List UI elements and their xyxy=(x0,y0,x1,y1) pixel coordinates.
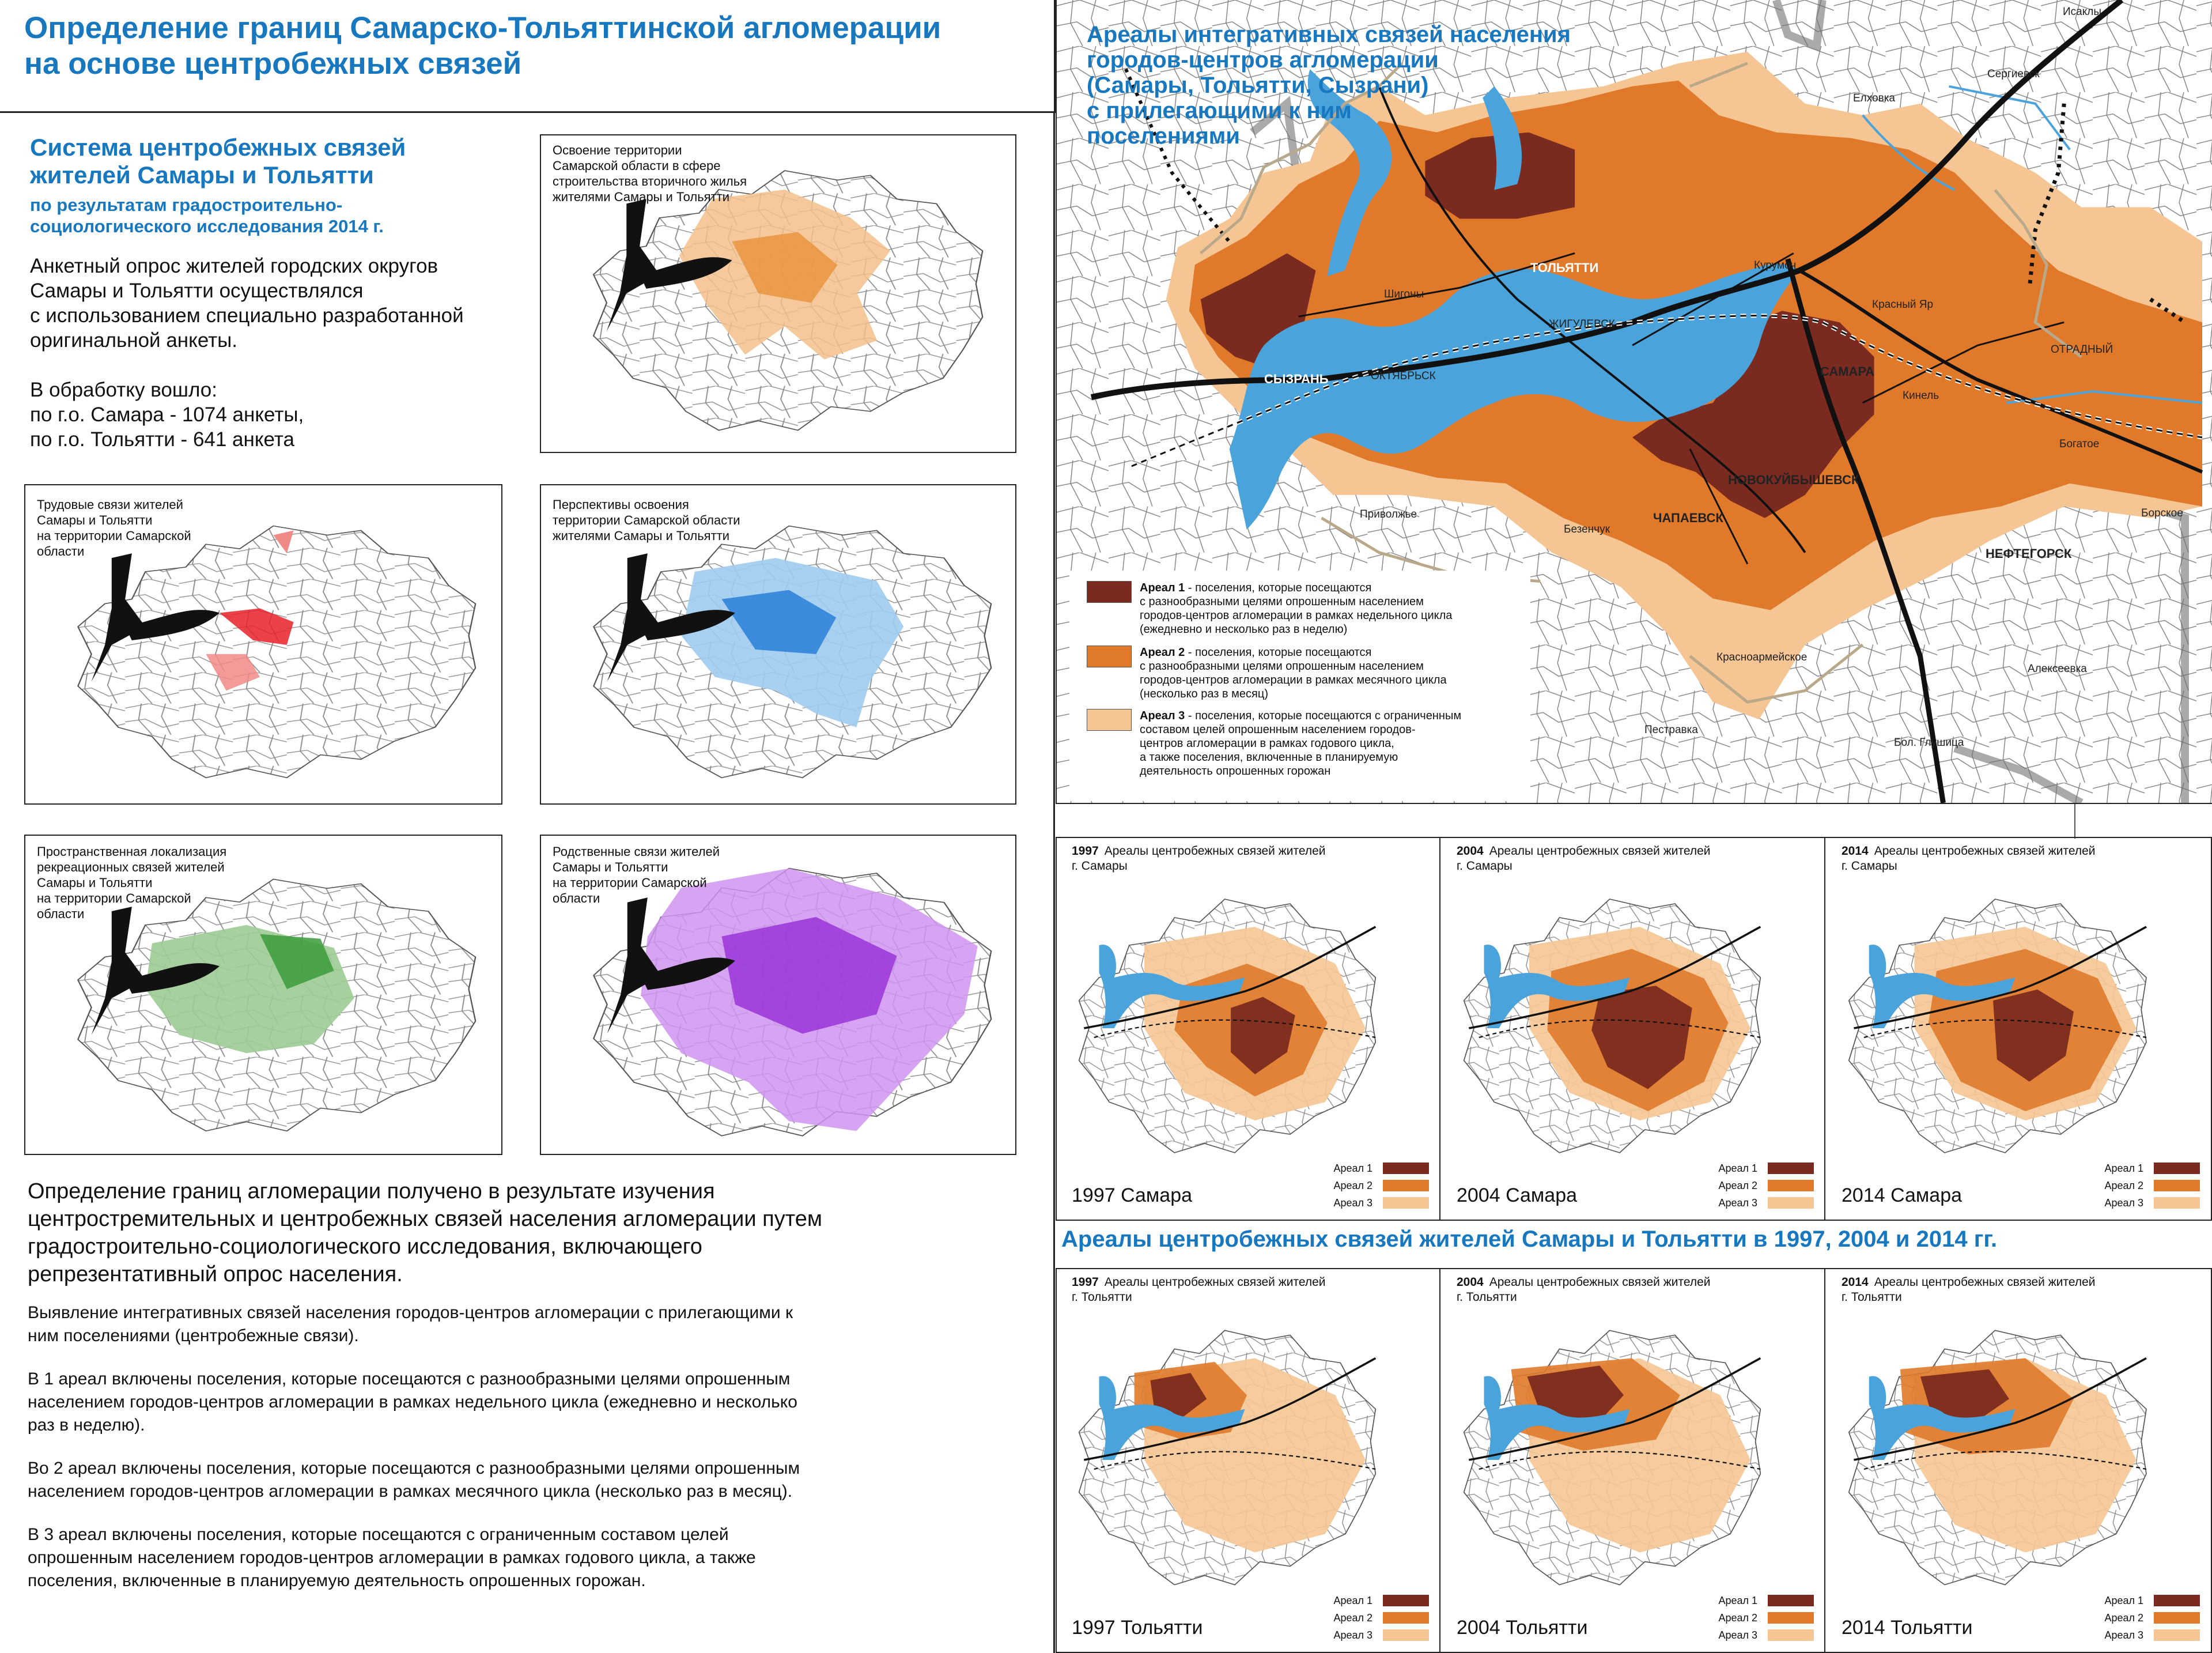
year-map-legend-swatch xyxy=(2154,1629,2200,1641)
caption-line: Трудовые связи жителей xyxy=(37,497,183,512)
legend-text xyxy=(1140,581,1452,636)
year-map-legend-label: Ареал 3 xyxy=(2104,1197,2143,1209)
town-neftegorsk: НЕФТЕГОРСК xyxy=(1986,546,2072,561)
caption-line: области xyxy=(37,544,85,558)
year-map-name: 2004 Тольятти xyxy=(1457,1617,1588,1639)
year-map-legend-swatch xyxy=(1768,1595,1814,1606)
caption-line: Самары и Тольятти xyxy=(553,860,668,874)
main-title-line2: на основе центробежных связей xyxy=(24,47,522,81)
year-map-legend-label: Ареал 3 xyxy=(1718,1629,1757,1641)
legend-text-line: городов-центров агломерации в рамках месячного цикла xyxy=(1140,674,1447,686)
year-map-caption xyxy=(1457,1275,1711,1305)
legend-text-line: - поселения, которые посещаются с ограниченным xyxy=(1188,709,1462,722)
year-map-caption-line: Ареалы центробежных связей жителей xyxy=(1489,1275,1711,1289)
year-map-legend-swatch xyxy=(1768,1197,1814,1209)
year-map-legend-label: Ареал 3 xyxy=(1718,1197,1757,1209)
year-map-legend-swatch xyxy=(2154,1163,2200,1174)
title-divider xyxy=(0,111,1054,113)
town-kurumoch: Курумоч xyxy=(1754,259,1797,271)
year-map-togliatti-2004 xyxy=(1442,1269,1825,1652)
year-map-legend-swatch xyxy=(1383,1180,1429,1191)
year-map-year: 2004 xyxy=(1457,1275,1484,1289)
map-caption xyxy=(553,497,740,544)
main-title-line1: Определение границ Самарско-Тольяттинской агломерации xyxy=(24,11,941,45)
year-map-caption-line: г. Тольятти xyxy=(1457,1290,1517,1304)
para-line: В 1 ареал включены поселения, которые посещаются с разнообразными целями опрошенным xyxy=(28,1369,791,1388)
year-map-legend-row xyxy=(1333,1592,1429,1609)
big-map-legend xyxy=(1069,571,1530,801)
caption-line: жителями Самары и Тольятти xyxy=(553,190,730,204)
town-elkhovka: Елховка xyxy=(1853,92,1896,104)
year-map-legend-row xyxy=(1333,1626,1429,1644)
legend-text-line: с разнообразными целями опрошенным населением xyxy=(1140,660,1424,673)
big-map-title-line: поселениями xyxy=(1087,123,1240,149)
caption-line: рекреационных связей жителей xyxy=(37,860,225,874)
big-map-title xyxy=(1087,22,1571,149)
year-map-legend-row xyxy=(1718,1160,1814,1177)
map-caption xyxy=(553,844,720,906)
town-kinel: Кинель xyxy=(1903,390,1939,402)
year-map-legend-swatch xyxy=(2154,1612,2200,1624)
year-map-caption-line: г. Самары xyxy=(1457,859,1513,873)
caption-line: на территории Самарской xyxy=(37,891,191,905)
town-privolzhye: Приволжье xyxy=(1360,508,1417,520)
legend-text-line: деятельность опрошенных горожан xyxy=(1140,765,1331,778)
year-map-legend-row xyxy=(2104,1177,2200,1194)
legend-label: Ареал 3 xyxy=(1140,709,1185,722)
year-map-legend-label: Ареал 2 xyxy=(1718,1180,1757,1191)
year-map-legend xyxy=(2104,1592,2200,1644)
year-map-year: 1997 xyxy=(1072,1275,1099,1289)
left-frame xyxy=(1053,113,1055,1653)
legend-areal-1 xyxy=(1087,581,1452,636)
map-caption xyxy=(37,497,191,559)
map-recreation-links xyxy=(24,835,502,1155)
year-map-legend-label: Ареал 1 xyxy=(2104,1163,2143,1174)
legend-text-line: центров агломерации в рамках годового цикла, xyxy=(1140,737,1394,750)
year-map-legend-swatch xyxy=(1768,1612,1814,1624)
year-map-legend-row xyxy=(1333,1194,1429,1212)
town-pestravka: Пестравка xyxy=(1644,724,1698,736)
conclusion-line: Определение границ агломерации получено в результате изучения xyxy=(28,1179,715,1203)
big-map-title-line: Ареалы интегративных связей населения xyxy=(1087,22,1571,47)
section-title-line1: Система центробежных связей xyxy=(30,134,406,161)
caption-line: на территории Самарской xyxy=(553,875,707,890)
year-map-caption-line: г. Самары xyxy=(1072,859,1128,873)
caption-line: Родственные связи жителей xyxy=(553,844,720,859)
year-map-legend-label: Ареал 2 xyxy=(1718,1612,1757,1624)
section-subtitle xyxy=(30,194,384,237)
year-map-legend-row xyxy=(2104,1160,2200,1177)
year-map-name: 2014 Тольятти xyxy=(1842,1617,1973,1639)
year-map-year: 2014 xyxy=(1842,1275,1869,1289)
caption-line: Самары и Тольятти xyxy=(37,513,153,527)
section-subtitle-line2: социологического исследования 2014 г. xyxy=(30,216,384,236)
town-zhigulevsk: ЖИГУЛЕВСК xyxy=(1549,318,1615,330)
year-map-legend-row xyxy=(2104,1609,2200,1626)
year-map-legend-swatch xyxy=(2154,1180,2200,1191)
map-caption xyxy=(553,142,747,205)
town-novokuibyshevsk: НОВОКУЙБЫШЕВСК xyxy=(1728,473,1859,487)
map-labor-links xyxy=(24,484,502,805)
town-bezenchuk: Безенчук xyxy=(1564,523,1610,535)
map-development-prospects xyxy=(540,484,1016,805)
year-map-legend-row xyxy=(1718,1609,1814,1626)
para-line: населением городов-центров агломерации в рамках недельного цикла (ежедневно и несколько xyxy=(28,1392,797,1412)
town-krasny-yar: Красный Яр xyxy=(1872,299,1934,311)
year-map-legend xyxy=(1718,1160,1814,1212)
para-line: населением городов-центров агломерации в рамках месячного цикла (несколько раз в месяц). xyxy=(28,1482,793,1501)
year-map-legend-label: Ареал 1 xyxy=(1333,1163,1372,1174)
year-map-legend-label: Ареал 2 xyxy=(1333,1180,1372,1191)
year-map-caption-line: Ареалы центробежных связей жителей xyxy=(1104,1275,1326,1289)
year-map-legend-label: Ареал 1 xyxy=(1333,1595,1372,1606)
year-map-legend-swatch xyxy=(2154,1595,2200,1606)
year-map-legend-row xyxy=(1333,1160,1429,1177)
section-title-line2: жителей Самары и Тольятти xyxy=(30,161,374,188)
year-map-legend-swatch xyxy=(1768,1629,1814,1641)
year-map-caption-line: Ареалы центробежных связей жителей xyxy=(1489,844,1711,858)
main-title xyxy=(24,10,941,82)
year-map-legend-row xyxy=(1718,1177,1814,1194)
connector-line xyxy=(2074,804,2075,839)
legend-areal-2 xyxy=(1087,646,1447,701)
town-samara: САМАРА xyxy=(1820,364,1875,379)
big-map-title-line: городов-центров агломерации xyxy=(1087,47,1439,73)
intro-text xyxy=(30,254,464,353)
year-map-legend-row xyxy=(2104,1194,2200,1212)
map-secondary-housing xyxy=(540,134,1016,453)
para-line: опрошенным населением городов-центров агломерации в рамках годового цикла, а также xyxy=(28,1548,756,1567)
processed-line: В обработку вошло: xyxy=(30,379,217,401)
year-map-name: 1997 Тольятти xyxy=(1072,1617,1203,1639)
legend-text-line: - поселения, которые посещаются xyxy=(1188,582,1372,594)
caption-line: Освоение территории xyxy=(553,143,682,157)
year-map-caption-line: Ареалы центробежных связей жителей xyxy=(1104,844,1326,858)
town-chapaevsk: ЧАПАЕВСК xyxy=(1653,511,1723,525)
year-map-name: 2014 Самара xyxy=(1842,1184,1963,1206)
year-map-legend xyxy=(1718,1592,1814,1644)
year-map-legend-label: Ареал 2 xyxy=(1333,1612,1372,1624)
year-map-name: 2004 Самара xyxy=(1457,1184,1578,1206)
year-map-legend-label: Ареал 3 xyxy=(1333,1197,1372,1209)
town-iskakly: Исаклы xyxy=(2063,6,2101,18)
processed-text xyxy=(30,378,304,452)
year-map-legend-row xyxy=(2104,1592,2200,1609)
year-map-legend-swatch xyxy=(1383,1629,1429,1641)
caption-line: Пространственная локализация xyxy=(37,844,227,859)
legend-label: Ареал 1 xyxy=(1140,582,1185,594)
town-syzran: СЫЗРАНЬ xyxy=(1264,372,1329,386)
explanation-text xyxy=(28,1301,800,1592)
year-map-legend-swatch xyxy=(1383,1163,1429,1174)
year-map-legend-row xyxy=(1718,1592,1814,1609)
section-subtitle-line1: по результатам градостроительно- xyxy=(30,195,343,215)
town-alekseevka: Алексеевка xyxy=(2028,663,2087,675)
processed-line: по г.о. Самара - 1074 анкеты, xyxy=(30,403,304,426)
caption-line: Самарской области в сфере xyxy=(553,158,721,173)
caption-line: жителями Самары и Тольятти xyxy=(553,529,730,543)
map-caption xyxy=(37,844,226,922)
legend-swatch xyxy=(1087,709,1132,731)
year-map-legend-swatch xyxy=(1768,1180,1814,1191)
year-map-legend-swatch xyxy=(1383,1612,1429,1624)
year-map-year: 2004 xyxy=(1457,844,1484,858)
town-togliatti: ТОЛЬЯТТИ xyxy=(1530,261,1599,275)
year-map-caption-line: г. Самары xyxy=(1842,859,1897,873)
year-map-legend-row xyxy=(1718,1194,1814,1212)
intro-line: оригинальной анкеты. xyxy=(30,329,238,352)
legend-text-line: (ежедневно и несколько раз в неделю) xyxy=(1140,623,1348,636)
para-line: поселения, включенные в планируемую деятельность опрошенных горожан. xyxy=(28,1571,646,1590)
year-map-legend-label: Ареал 3 xyxy=(2104,1629,2143,1641)
legend-areal-3 xyxy=(1087,709,1461,778)
map-kinship-links xyxy=(540,835,1016,1155)
year-map-legend-row xyxy=(2104,1626,2200,1644)
town-bogatoe: Богатое xyxy=(2059,438,2100,450)
para-line: Выявление интегративных связей населения городов-центров агломерации с прилегающими к xyxy=(28,1303,793,1322)
year-map-caption-line: г. Тольятти xyxy=(1842,1290,1902,1304)
year-map-legend-label: Ареал 1 xyxy=(1718,1595,1757,1606)
year-map-legend-swatch xyxy=(1768,1163,1814,1174)
section-title xyxy=(30,134,406,189)
legend-text-line: составом целей опрошенным населением городов- xyxy=(1140,723,1416,736)
year-map-legend-row xyxy=(1718,1626,1814,1644)
conclusion-text xyxy=(28,1178,822,1288)
town-otradny: ОТРАДНЫЙ xyxy=(2051,344,2113,356)
year-map-legend-row xyxy=(1333,1177,1429,1194)
year-map-name: 1997 Самара xyxy=(1072,1184,1193,1206)
year-map-legend-label: Ареал 1 xyxy=(2104,1595,2143,1606)
year-map-legend-label: Ареал 3 xyxy=(1333,1629,1372,1641)
year-map-legend-swatch xyxy=(1383,1595,1429,1606)
para-line: Во 2 ареал включены поселения, которые посещаются с разнообразными целями опрошенным xyxy=(28,1459,800,1478)
big-map xyxy=(1056,0,2212,804)
year-map-samara-1997 xyxy=(1057,838,1440,1220)
year-map-togliatti-2014 xyxy=(1827,1269,2210,1652)
year-map-year: 1997 xyxy=(1072,844,1099,858)
para-line: раз в неделю). xyxy=(28,1416,145,1435)
caption-line: Перспективы освоения xyxy=(553,497,689,512)
year-map-caption-line: г. Тольятти xyxy=(1072,1290,1132,1304)
year-map-caption xyxy=(1072,1275,1326,1305)
year-map-caption-line: Ареалы центробежных связей жителей xyxy=(1874,1275,2096,1289)
town-krasnoarmeyskoe: Красноармейское xyxy=(1716,651,1808,663)
year-map-caption-line: Ареалы центробежных связей жителей xyxy=(1874,844,2096,858)
year-map-samara-2014 xyxy=(1827,838,2210,1220)
intro-line: Самары и Тольятти осуществлялся xyxy=(30,280,364,302)
para3 xyxy=(28,1457,800,1503)
legend-text-line: городов-центров агломерации в рамках недельного цикла xyxy=(1140,609,1453,622)
legend-swatch xyxy=(1087,581,1132,603)
caption-line: области xyxy=(37,907,85,921)
caption-line: на территории Самарской xyxy=(37,529,191,543)
year-map-samara-2004 xyxy=(1442,838,1825,1220)
year-map-caption xyxy=(1457,844,1711,874)
caption-line: строительства вторичного жилья xyxy=(553,174,747,188)
conclusion-line: репрезентативный опрос населения. xyxy=(28,1262,403,1286)
legend-text xyxy=(1140,709,1461,778)
year-map-legend xyxy=(1333,1160,1429,1212)
big-map-title-line: с прилегающими к ним xyxy=(1087,98,1352,123)
year-map-legend-label: Ареал 1 xyxy=(1718,1163,1757,1174)
para-line: ним поселениями (центробежные связи). xyxy=(28,1326,359,1345)
year-map-caption xyxy=(1842,1275,2096,1305)
conclusion-line: центростремительных и центробежных связей населения агломерации путем xyxy=(28,1207,822,1231)
town-borskoe: Борское xyxy=(2141,507,2183,519)
legend-text-line: - поселения, которые посещаются xyxy=(1188,646,1372,659)
intro-line: Анкетный опрос жителей городских округов xyxy=(30,255,438,277)
town-shigony: Шигоны xyxy=(1384,288,1424,300)
intro-line: с использованием специально разработанной xyxy=(30,304,464,327)
year-map-caption xyxy=(1842,844,2096,874)
year-map-legend-swatch xyxy=(1383,1197,1429,1209)
para4 xyxy=(28,1523,800,1592)
year-map-legend-label: Ареал 2 xyxy=(2104,1612,2143,1624)
legend-text-line: (несколько раз в месяц) xyxy=(1140,688,1268,700)
year-map-legend xyxy=(2104,1160,2200,1212)
legend-text-line: а также поселения, включенные в планируемую xyxy=(1140,751,1398,764)
year-map-legend-row xyxy=(1333,1609,1429,1626)
big-map-title-line: (Самары, Тольятти, Сызрани) xyxy=(1087,73,1429,98)
town-sergievsk: Сергиевск xyxy=(1987,68,2040,80)
conclusion-line: градостроительно-социологического исследования, включающего xyxy=(28,1235,702,1259)
year-map-year: 2014 xyxy=(1842,844,1869,858)
caption-line: области xyxy=(553,891,600,905)
year-map-legend-swatch xyxy=(2154,1197,2200,1209)
year-map-togliatti-1997 xyxy=(1057,1269,1440,1652)
legend-label: Ареал 2 xyxy=(1140,646,1185,659)
year-map-caption xyxy=(1072,844,1326,874)
para2 xyxy=(28,1368,800,1437)
processed-line: по г.о. Тольятти - 641 анкета xyxy=(30,428,294,451)
caption-line: территории Самарской области xyxy=(553,513,740,527)
legend-text-line: с разнообразными целями опрошенным населением xyxy=(1140,595,1424,608)
legend-swatch xyxy=(1087,646,1132,667)
para-line: В 3 ареал включены поселения, которые посещаются с ограниченным составом целей xyxy=(28,1525,729,1544)
para1 xyxy=(28,1301,800,1348)
year-map-legend-label: Ареал 2 xyxy=(2104,1180,2143,1191)
year-map-legend xyxy=(1333,1592,1429,1644)
caption-line: Самары и Тольятти xyxy=(37,875,153,890)
grid-title: Ареалы центробежных связей жителей Самары и Тольятти в 1997, 2004 и 2014 гг. xyxy=(1061,1226,1998,1252)
legend-text xyxy=(1140,646,1447,701)
town-oktyabrsk: ОКТЯБРЬСК xyxy=(1371,370,1436,382)
town-bolshaya-glushitsa: Бол. Глушица xyxy=(1894,737,1964,749)
